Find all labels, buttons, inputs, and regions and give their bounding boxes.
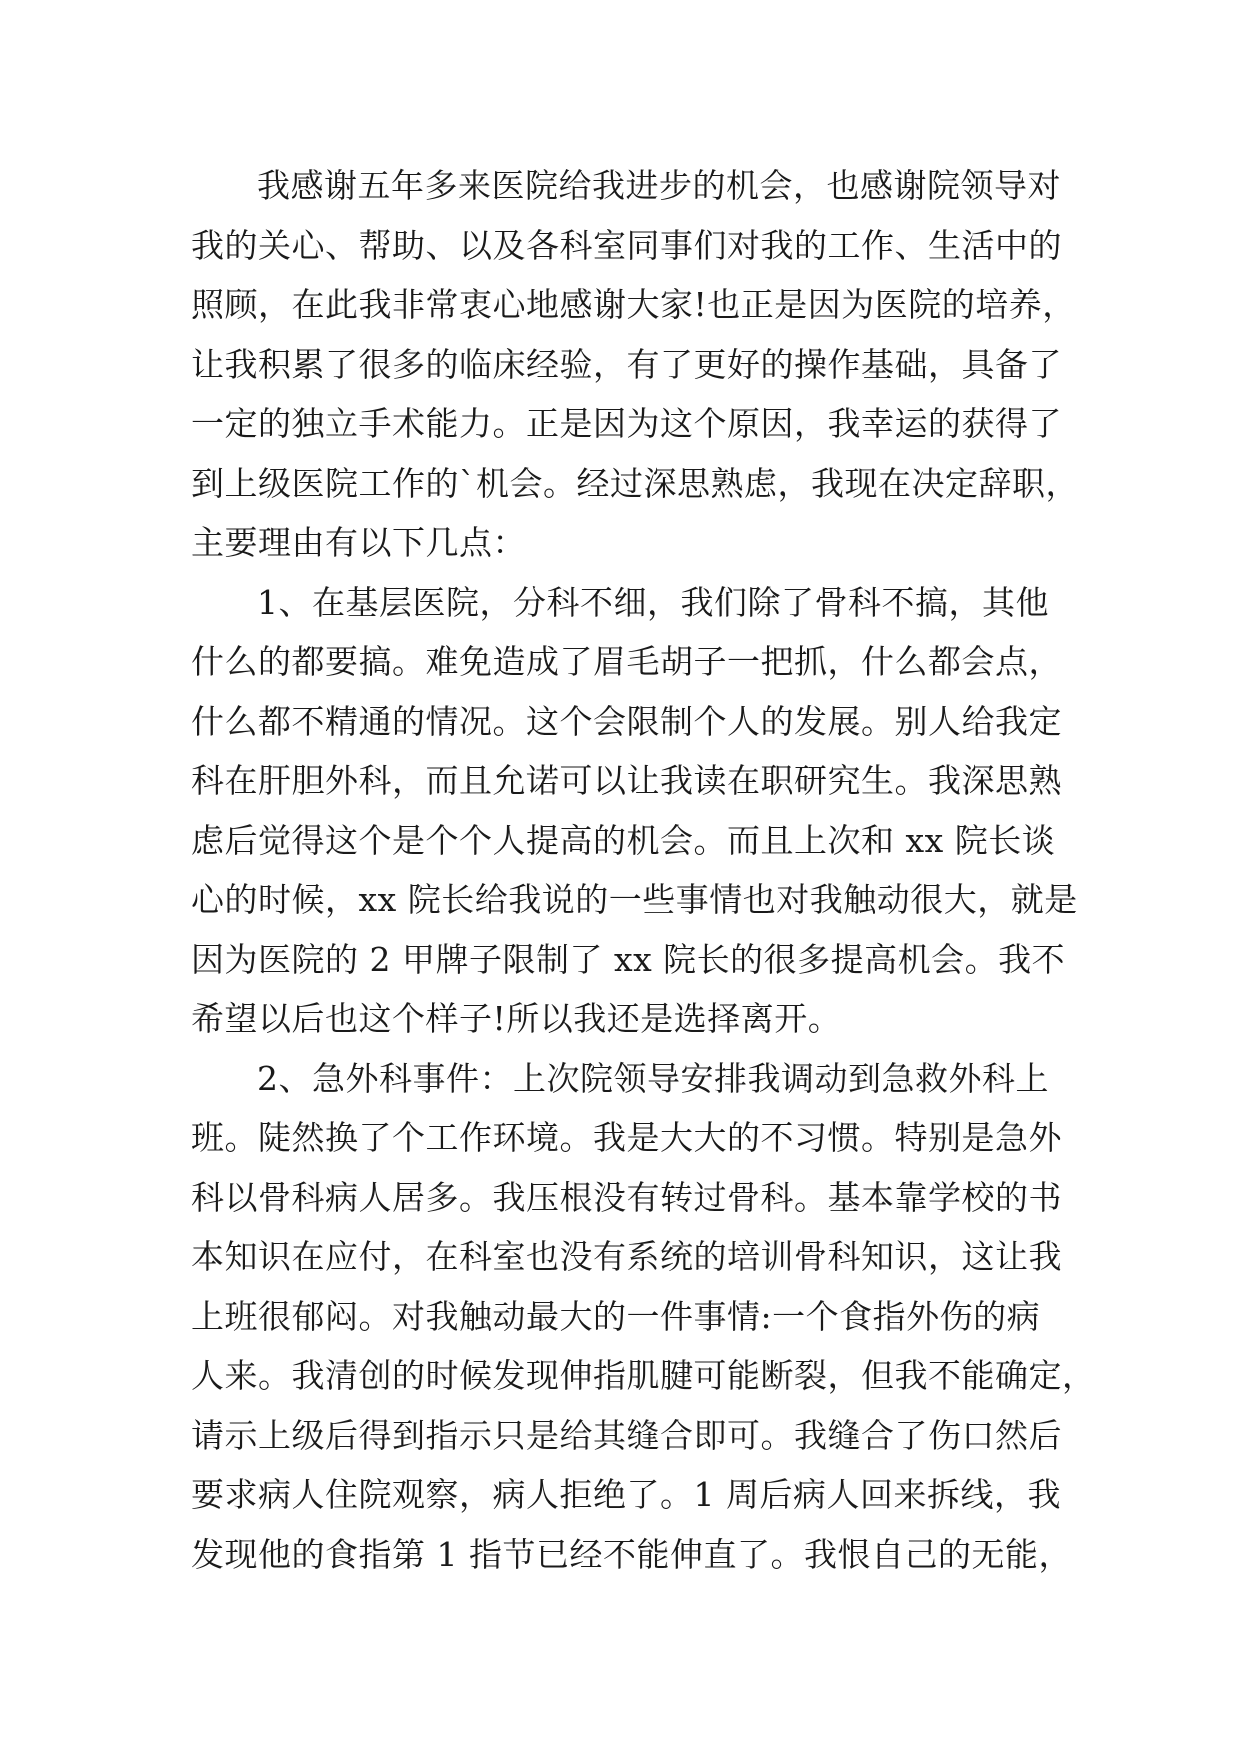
text-line: 我的关心、帮助、以及各科室同事们对我的工作、生活中的	[191, 225, 1062, 265]
text-line: 心的时候，xx 院长给我说的一些事情也对我触动很大，就是	[191, 880, 1078, 919]
text-line: 要求病人住院观察，病人拒绝了。1 周后病人回来拆线，我	[191, 1475, 1061, 1514]
text-line: 请示上级后得到指示只是给其缝合即可。我缝合了伤口然后	[191, 1415, 1062, 1455]
text-line: 什么都不精通的情况。这个会限制个人的发展。别人给我定	[191, 701, 1062, 741]
text-line: 人来。我清创的时候发现伸指肌腱可能断裂，但我不能确定，	[191, 1356, 1096, 1395]
text-line: 虑后觉得这个是个个人提高的机会。而且上次和 xx 院长谈	[191, 820, 1056, 860]
document-body	[191, 156, 1096, 1584]
text-line: 发现他的食指第 1 指节已经不能伸直了。我恨自己的无能，	[191, 1534, 1072, 1574]
text-line: 主要理由有以下几点：	[191, 523, 526, 562]
paragraph-intro	[191, 156, 1079, 573]
paragraph-reason-1	[191, 573, 1078, 1049]
paragraph-reason-2	[191, 1049, 1096, 1585]
text-line: 照顾，在此我非常衷心地感谢大家!也正是因为医院的培养，	[191, 285, 1076, 324]
text-line: 一定的独立手术能力。正是因为这个原因，我幸运的获得了	[191, 404, 1062, 443]
text-line: 到上级医院工作的`机会。经过深思熟虑，我现在决定辞职，	[191, 463, 1079, 503]
text-line: 1、在基层医院，分科不细，我们除了骨科不搞，其他	[257, 582, 1049, 622]
text-line: 我感谢五年多来医院给我进步的机会，也感谢院领导对	[257, 166, 1061, 205]
text-line: 本知识在应付，在科室也没有系统的培训骨科知识，这让我	[191, 1237, 1062, 1276]
text-line: 因为医院的 2 甲牌子限制了 xx 院长的很多提高机会。我不	[191, 939, 1066, 979]
text-line: 2、急外科事件：上次院领导安排我调动到急救外科上	[257, 1058, 1049, 1098]
text-line: 上班很郁闷。对我触动最大的一件事情:一个食指外伤的病	[191, 1296, 1041, 1336]
text-line: 让我积累了很多的临床经验，有了更好的操作基础，具备了	[191, 344, 1062, 384]
text-line: 班。陡然换了个工作环境。我是大大的不习惯。特别是急外	[191, 1118, 1062, 1157]
text-line: 希望以后也这个样子!所以我还是选择离开。	[191, 999, 842, 1038]
text-line: 什么的都要搞。难免造成了眉毛胡子一把抓，什么都会点，	[191, 642, 1062, 681]
text-line: 科以骨科病人居多。我压根没有转过骨科。基本靠学校的书	[191, 1177, 1062, 1217]
text-line: 科在肝胆外科，而且允诺可以让我读在职研究生。我深思熟	[191, 761, 1062, 800]
